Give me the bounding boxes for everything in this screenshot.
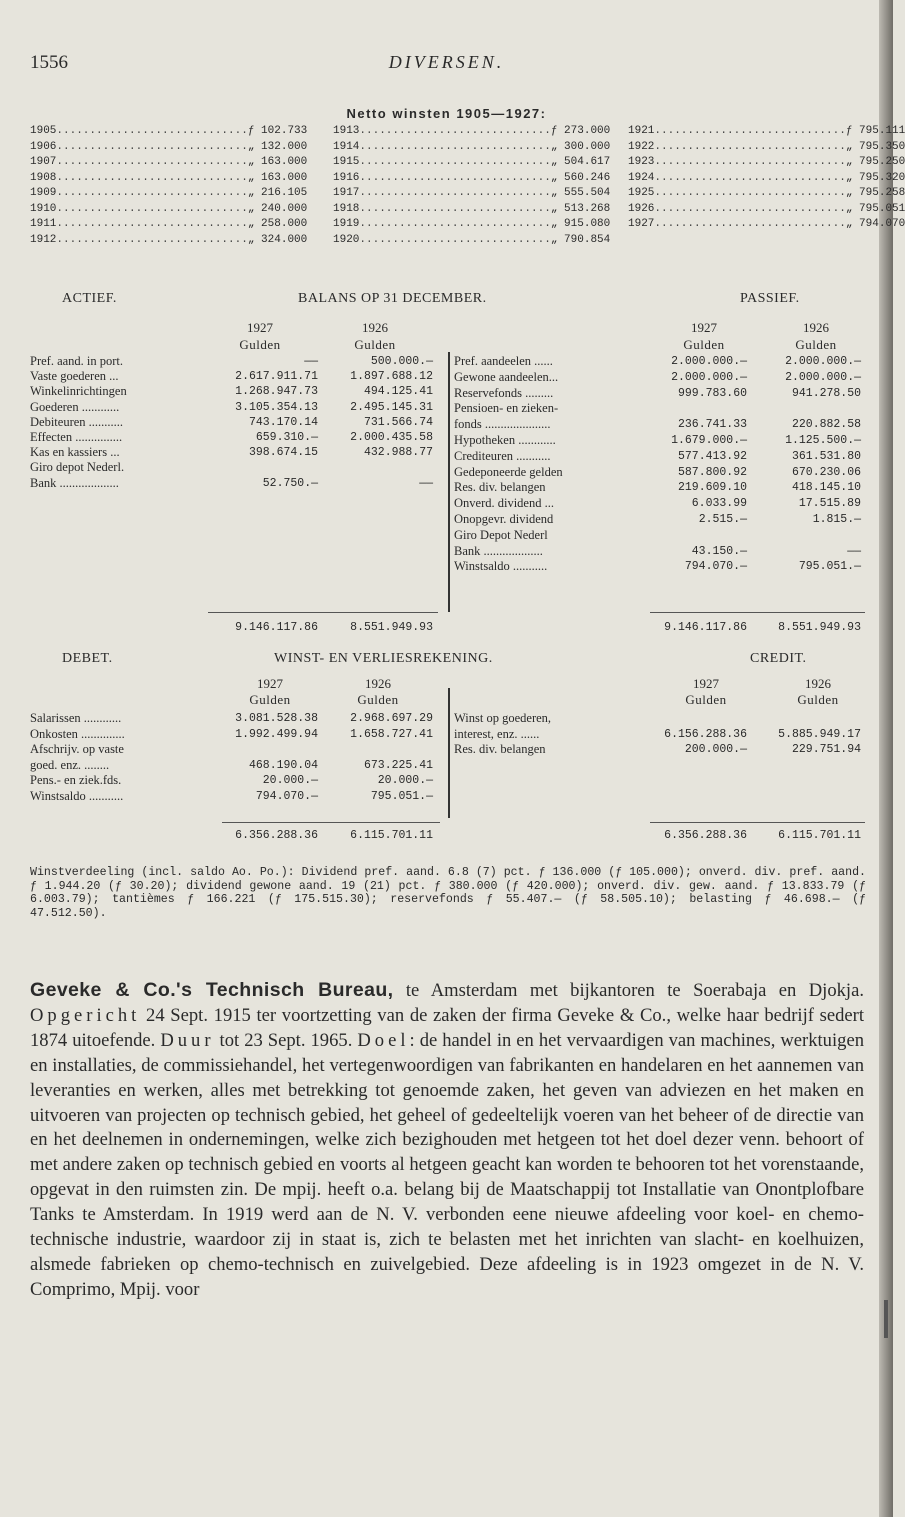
- winsten-year: 1917: [333, 187, 360, 199]
- winsten-row: [30, 124, 308, 140]
- credit-total-1926: 6.115.701.11: [778, 829, 861, 842]
- debet-value-1927: 20.000.—: [262, 774, 318, 788]
- passief-label: Res. div. belangen: [454, 480, 546, 495]
- credit-row: [454, 727, 644, 743]
- actief-row: [30, 415, 220, 431]
- credit-unit-1927: Gulden: [685, 692, 727, 707]
- actief-unit-1926: Gulden: [354, 337, 396, 352]
- winsten-value: „ 795.350: [845, 140, 905, 153]
- company-article: [30, 978, 864, 1303]
- actief-total-rule: [208, 612, 438, 613]
- passief-row: [454, 354, 644, 370]
- passief-label: Onverd. dividend ...: [454, 496, 554, 511]
- passief-label: Winstsaldo ...........: [454, 559, 548, 574]
- passief-row: [454, 465, 644, 481]
- debet-total-rule: [222, 822, 440, 823]
- leader-dots: .............................: [56, 233, 248, 246]
- winsten-year: 1926: [628, 202, 655, 215]
- leader-dots: .............................: [56, 140, 248, 153]
- debet-value-1927: 794.070.—: [255, 790, 318, 803]
- actief-year-1926: 1926: [362, 320, 388, 335]
- debet-label: Afschrijv. op vaste: [30, 742, 124, 757]
- debet-label: Onkosten ..............: [30, 726, 125, 741]
- credit-label: Res. div. belangen: [454, 742, 546, 757]
- winsten-row: [333, 233, 611, 249]
- actief-label: Winkelinrichtingen: [30, 384, 127, 399]
- passief-value-1927: 219.609.10: [677, 481, 747, 495]
- debet-value-1926: 20.000.—: [377, 774, 433, 788]
- winsten-value: „ 258.000: [247, 218, 308, 230]
- leader-dots: .............................: [654, 187, 846, 199]
- winsten-value: „ 504.617: [550, 156, 611, 168]
- winsten-year: 1923: [628, 156, 655, 168]
- actief-row: [30, 400, 220, 416]
- actief-row: [30, 430, 220, 446]
- winsten-value: „ 560.246: [550, 171, 611, 184]
- debet-label: Winstsaldo ...........: [30, 789, 124, 803]
- passief-value-1927: 236.741.33: [677, 418, 747, 432]
- leader-dots: .............................: [359, 156, 551, 168]
- winsten-value: „ 555.504: [550, 187, 611, 199]
- winsten-year: 1916: [333, 171, 360, 184]
- actief-unit-1927: Gulden: [239, 337, 281, 352]
- winsten-value: „ 795.258: [845, 187, 905, 199]
- actief-value-1927: ——: [304, 355, 318, 368]
- passief-row: [454, 512, 644, 528]
- debet-row: [30, 711, 220, 727]
- winsten-row: [333, 124, 611, 140]
- passief-value-1927: 2.000.000.—: [671, 355, 747, 368]
- passief-label: Crediteuren ...........: [454, 448, 551, 463]
- credit-value-1927: 6.156.288.36: [664, 727, 747, 741]
- passief-value-1927: 2.000.000.—: [671, 370, 747, 384]
- winsten-row: [30, 186, 308, 202]
- passief-value-1926: 220.882.58: [791, 418, 861, 432]
- doel-label: Doel: [357, 1029, 410, 1051]
- debet-row: [30, 727, 220, 743]
- winsten-row: [333, 202, 611, 218]
- actief-value-1927: 1.268.947.73: [235, 385, 318, 399]
- leader-dots: .............................: [56, 125, 248, 137]
- actief-value-1926: 2.000.435.58: [350, 431, 433, 444]
- passief-total-1927: 9.146.117.86: [664, 621, 747, 634]
- winsten-value: „ 915.080: [550, 218, 611, 230]
- debet-value-1926: 795.051.—: [370, 790, 433, 803]
- passief-label: Reservefonds .........: [454, 385, 554, 400]
- passief-value-1926: 1.815.—: [812, 513, 861, 526]
- actief-label: Kas en kassiers ...: [30, 445, 120, 460]
- passief-row: [454, 417, 644, 433]
- actief-row: [30, 369, 220, 385]
- passief-row: [454, 559, 644, 575]
- leader-dots: .............................: [359, 233, 551, 246]
- actief-row: [30, 354, 220, 370]
- winsten-row: [333, 186, 611, 202]
- winsten-row: [628, 171, 905, 187]
- winsten-row: [628, 155, 905, 171]
- winsten-row: [30, 155, 308, 171]
- debet-row: [30, 758, 220, 774]
- passief-unit-1926: Gulden: [795, 337, 837, 352]
- passief-value-1926: 2.000.000.—: [785, 370, 861, 384]
- debet-value-1926: 2.968.697.29: [350, 712, 433, 725]
- passief-year-1927: 1927: [691, 320, 717, 335]
- winsten-row: [628, 202, 905, 218]
- debet-label: Pens.- en ziek.fds.: [30, 773, 122, 788]
- passief-row: [454, 386, 644, 402]
- winsten-row: [30, 171, 308, 187]
- credit-row: [454, 711, 644, 727]
- actief-value-1927: 659.310.—: [255, 431, 318, 444]
- debet-value-1926: 673.225.41: [363, 758, 433, 772]
- winsten-row: [333, 171, 611, 187]
- actief-value-1926: 494.125.41: [363, 385, 433, 399]
- credit-year-1926: 1926: [805, 676, 831, 691]
- actief-label: Goederen ............: [30, 399, 120, 414]
- debet-row: [30, 773, 220, 789]
- actief-label: Debiteuren ...........: [30, 414, 124, 429]
- passief-title: PASSIEF.: [740, 291, 800, 306]
- leader-dots: .............................: [359, 202, 551, 215]
- winsten-year: 1921: [628, 125, 655, 137]
- leader-dots: .............................: [654, 202, 846, 215]
- leader-dots: .............................: [359, 218, 551, 230]
- passief-value-1927: 2.515.—: [698, 513, 747, 526]
- actief-value-1927: 52.750.—: [262, 476, 318, 490]
- winsten-value: „ 795.320: [845, 171, 905, 184]
- leader-dots: .............................: [359, 171, 551, 184]
- winsten-value: „ 324.000: [247, 233, 308, 246]
- passief-label: Onopgevr. dividend: [454, 512, 554, 526]
- actief-row: [30, 445, 220, 461]
- winsten-value: ƒ 795.111: [845, 125, 905, 137]
- leader-dots: .............................: [56, 171, 248, 184]
- actief-label: Bank ...................: [30, 475, 119, 490]
- debet-value-1927: 1.992.499.94: [235, 727, 318, 741]
- actief-value-1926: 1.897.688.12: [350, 370, 433, 384]
- passief-unit-1927: Gulden: [683, 337, 725, 352]
- credit-total-rule: [650, 822, 865, 823]
- debet-row: [30, 789, 220, 805]
- debet-label: goed. enz. ........: [30, 757, 110, 772]
- leader-dots: .............................: [56, 218, 248, 230]
- passief-value-1926: 1.125.500.—: [785, 434, 861, 447]
- winsten-year: 1913: [333, 125, 360, 137]
- debet-total-1927: 6.356.288.36: [235, 829, 318, 842]
- passief-label: Pref. aandeelen ......: [454, 354, 553, 368]
- passief-value-1927: 1.679.000.—: [671, 434, 747, 447]
- duur-label: Duur: [160, 1029, 215, 1051]
- winsten-value: „ 794.070: [845, 218, 905, 230]
- winsten-row: [628, 186, 905, 202]
- leader-dots: .............................: [56, 202, 248, 215]
- winsten-title: Netto winsten 1905—1927:: [346, 106, 547, 121]
- leader-dots: .............................: [654, 156, 846, 168]
- passief-value-1926: 418.145.10: [791, 481, 861, 495]
- passief-label: Gedeponeerde gelden: [454, 464, 563, 479]
- winsten-row: [628, 124, 905, 140]
- passief-row: [454, 433, 644, 449]
- winsten-row: [30, 217, 308, 233]
- debet-label: Salarissen ............: [30, 711, 122, 725]
- winsten-row: [628, 140, 905, 156]
- leader-dots: .............................: [359, 187, 551, 199]
- actief-row: [30, 384, 220, 400]
- winsten-value: ƒ 102.733: [247, 125, 308, 137]
- winsten-year: 1912: [30, 233, 57, 246]
- passief-value-1927: 6.033.99: [691, 497, 747, 511]
- winsten-value: „ 163.000: [247, 156, 308, 168]
- credit-value-1926: 5.885.949.17: [778, 727, 861, 741]
- winsten-column-2: [333, 124, 611, 248]
- debet-value-1926: 1.658.727.41: [350, 727, 433, 741]
- passief-value-1926: 795.051.—: [798, 560, 861, 574]
- leader-dots: .............................: [654, 218, 846, 230]
- passief-row: [454, 449, 644, 465]
- winsten-year: 1922: [628, 140, 655, 153]
- credit-value-1927: 200.000.—: [684, 743, 747, 757]
- actief-label: Pref. aand. in port.: [30, 354, 124, 368]
- running-head: DIVERSEN.: [388, 52, 505, 72]
- passief-row: [454, 528, 644, 544]
- passief-value-1926: 361.531.80: [791, 449, 861, 463]
- winsten-value: „ 795.051: [845, 202, 905, 215]
- credit-row: [454, 742, 644, 758]
- actief-label: Vaste goederen ...: [30, 369, 119, 384]
- winsten-year: 1910: [30, 202, 57, 215]
- actief-value-1927: 2.617.911.71: [235, 370, 318, 384]
- winsten-year: 1909: [30, 187, 57, 199]
- passief-row: [454, 480, 644, 496]
- winsten-row: [30, 233, 308, 249]
- winsten-row: [333, 140, 611, 156]
- winsten-year: 1927: [628, 218, 655, 230]
- winsten-value: ƒ 273.000: [550, 125, 611, 137]
- passief-row: [454, 544, 644, 560]
- balans-title: BALANS OP 31 DECEMBER.: [298, 291, 487, 306]
- article-text-3: tot 23 Sept. 1965.: [214, 1029, 358, 1051]
- debet-total-1926: 6.115.701.11: [350, 829, 433, 842]
- passief-label: Bank ...................: [454, 543, 543, 558]
- passief-label: Hypotheken ............: [454, 433, 556, 447]
- actief-value-1926: 2.495.145.31: [350, 400, 433, 414]
- passief-value-1927: 577.413.92: [677, 449, 747, 463]
- winsten-year: 1915: [333, 156, 360, 168]
- actief-total-1926: 8.551.949.93: [350, 621, 433, 634]
- credit-value-1926: 229.751.94: [791, 743, 861, 757]
- leader-dots: .............................: [654, 171, 846, 184]
- passief-row: [454, 401, 644, 417]
- debet-value-1927: 468.190.04: [248, 758, 318, 772]
- passief-row: [454, 496, 644, 512]
- passief-value-1927: 999.783.60: [677, 386, 747, 400]
- company-heading: Geveke & Co.'s Technisch Bureau,: [30, 979, 394, 1001]
- passief-year-1926: 1926: [803, 320, 829, 335]
- opgericht-label: Opgericht: [30, 1004, 141, 1026]
- winsten-year: 1908: [30, 171, 57, 184]
- passief-row: [454, 370, 644, 386]
- debet-row: [30, 742, 220, 758]
- actief-value-1926: 731.566.74: [363, 415, 433, 429]
- debet-unit-1926: Gulden: [357, 692, 399, 707]
- actief-row: [30, 460, 220, 476]
- credit-label: interest, enz. ......: [454, 726, 540, 741]
- passief-label: fonds .....................: [454, 417, 551, 432]
- winsten-value: „ 216.105: [247, 187, 308, 199]
- passief-value-1926: ——: [847, 544, 861, 558]
- article-text-1: te Amsterdam met bijkantoren te Soerabaja en Djokja.: [393, 980, 864, 1001]
- page-number: 1556: [30, 52, 68, 73]
- credit-label: Winst op goederen,: [454, 711, 552, 725]
- winsten-year: 1925: [628, 187, 655, 199]
- winsten-value: „ 790.854: [550, 233, 611, 246]
- actief-label: Giro depot Nederl.: [30, 460, 125, 475]
- winsten-year: 1906: [30, 140, 57, 153]
- passief-value-1926: 941.278.50: [791, 386, 861, 400]
- passief-value-1927: 587.800.92: [677, 465, 747, 479]
- actief-value-1927: 3.105.354.13: [235, 400, 318, 414]
- leader-dots: .............................: [359, 140, 551, 153]
- actief-value-1927: 743.170.14: [248, 415, 318, 429]
- passief-value-1927: 794.070.—: [684, 560, 747, 574]
- winsten-year: 1905: [30, 125, 57, 137]
- leader-dots: .............................: [654, 140, 846, 153]
- winsten-year: 1924: [628, 171, 655, 184]
- actief-total-1927: 9.146.117.86: [235, 621, 318, 634]
- debet-unit-1927: Gulden: [249, 692, 291, 707]
- credit-unit-1926: Gulden: [797, 692, 839, 707]
- leader-dots: .............................: [654, 125, 846, 137]
- debet-year-1926: 1926: [365, 676, 391, 691]
- passief-label: Gewone aandeelen...: [454, 369, 559, 384]
- winsten-row: [30, 202, 308, 218]
- winst-divider: [448, 688, 450, 818]
- leader-dots: .............................: [359, 125, 551, 137]
- winstverdeeling: Winstverdeeling (incl. saldo Ao. Po.): Dividend pref. aand. 6.8 (7) pct. ƒ 136.000 (ƒ 105.000); onverd. div. pref. aand. ƒ 1.944.20 (ƒ 30.20); dividend gewone aand. 19 (21) pct. ƒ 380.000 (ƒ 420.000); onverd. div. gew. aand. ƒ 13.833.79 (ƒ 6.003.79); tantièmes ƒ 166.221 (ƒ 175.515.30); reservefonds ƒ 55.407.— (ƒ 58.505.10); belasting ƒ 46.698.— (ƒ 47.512.50).: [30, 866, 866, 920]
- debet-year-1927: 1927: [257, 676, 283, 691]
- winsten-value: „ 795.250: [845, 156, 905, 168]
- credit-title: CREDIT.: [750, 651, 807, 666]
- passief-total-rule: [650, 612, 865, 613]
- winsten-column-3: [628, 124, 905, 233]
- margin-mark: [884, 1300, 888, 1338]
- debet-title: DEBET.: [62, 651, 113, 666]
- credit-total-1927: 6.356.288.36: [664, 829, 747, 842]
- passief-value-1926: 2.000.000.—: [785, 355, 861, 368]
- winsten-year: 1920: [333, 233, 360, 246]
- passief-total-1926: 8.551.949.93: [778, 621, 861, 634]
- winsten-row: [333, 217, 611, 233]
- winsten-year: 1911: [30, 218, 57, 230]
- leader-dots: .............................: [56, 187, 248, 199]
- passief-value-1926: 670.230.06: [791, 465, 861, 479]
- winst-title: WINST- EN VERLIESREKENING.: [274, 651, 493, 666]
- actief-title: ACTIEF.: [62, 291, 117, 306]
- winsten-year: 1914: [333, 140, 360, 153]
- actief-value-1926: ——: [419, 476, 433, 490]
- winsten-year: 1919: [333, 218, 360, 230]
- credit-year-1927: 1927: [693, 676, 719, 691]
- winsten-column-1: [30, 124, 308, 248]
- winsten-year: 1907: [30, 156, 57, 168]
- article-text-4: : de handel in en het vervaardigen van machines, werktuigen en installaties, de commissiehandel, het vertegenwoordigen van fabrikanten en handelaren en het aannemen van leveranties en werken, alles met betrekking tot genoemde zaken, het geven van adviezen en het maken en uitvoeren van projecten op technisch gebied, het geheel of gedeeltelijk voeren van het beheer of de directie van en het deelnemen in ondernemingen, welke zich bezighouden met hetgeen tot het doel dezer venn. behoort of met andere zaken op technisch gebied en voorts al hetgeen geacht kan worden te behooren tot het vorenstaande, opgevat in den ruimsten zin. De mpij. heeft o.a. belang bij de Maatschappij tot Installatie van Onontplofbare Tanks te Amsterdam. In 1919 werd aan de N. V. verbonden eene nieuwe afdeeling voor koel- en chemo-technische industrie, waardoor zij in staat is, zich te belasten met het inrichten van slacht- en koelhuizen, alsmede fabrieken op chemo-technisch en zuivelgebied. Deze afdeeling is in 1923 omgezet in de N. V. Comprimo, Mpij. voor: [30, 1029, 864, 1300]
- passief-value-1927: 43.150.—: [691, 544, 747, 558]
- actief-value-1926: 500.000.—: [370, 355, 433, 368]
- debet-value-1927: 3.081.528.38: [235, 712, 318, 725]
- winsten-value: „ 513.268: [550, 202, 611, 215]
- passief-label: Pensioen- en zieken-: [454, 401, 559, 416]
- winsten-row: [333, 155, 611, 171]
- passief-value-1926: 17.515.89: [798, 497, 861, 511]
- actief-row: [30, 476, 220, 492]
- actief-year-1927: 1927: [247, 320, 273, 335]
- winsten-value: „ 240.000: [247, 202, 308, 215]
- winsten-row: [628, 217, 905, 233]
- winsten-row: [30, 140, 308, 156]
- actief-label: Effecten ...............: [30, 430, 123, 444]
- winsten-value: „ 300.000: [550, 140, 611, 153]
- article-text-2: 24 Sept. 1915 ter voortzetting van de zaken der firma Geveke & Co., welke haar bedrijf sedert 1874 uitoefende.: [30, 1004, 864, 1051]
- winsten-year: 1918: [333, 202, 360, 215]
- passief-label: Giro Depot Nederl: [454, 527, 548, 542]
- winsten-value: „ 132.000: [247, 140, 308, 153]
- leader-dots: .............................: [56, 156, 248, 168]
- actief-value-1926: 432.988.77: [363, 446, 433, 460]
- winsten-value: „ 163.000: [247, 171, 308, 184]
- balans-divider: [448, 352, 450, 612]
- actief-value-1927: 398.674.15: [248, 446, 318, 460]
